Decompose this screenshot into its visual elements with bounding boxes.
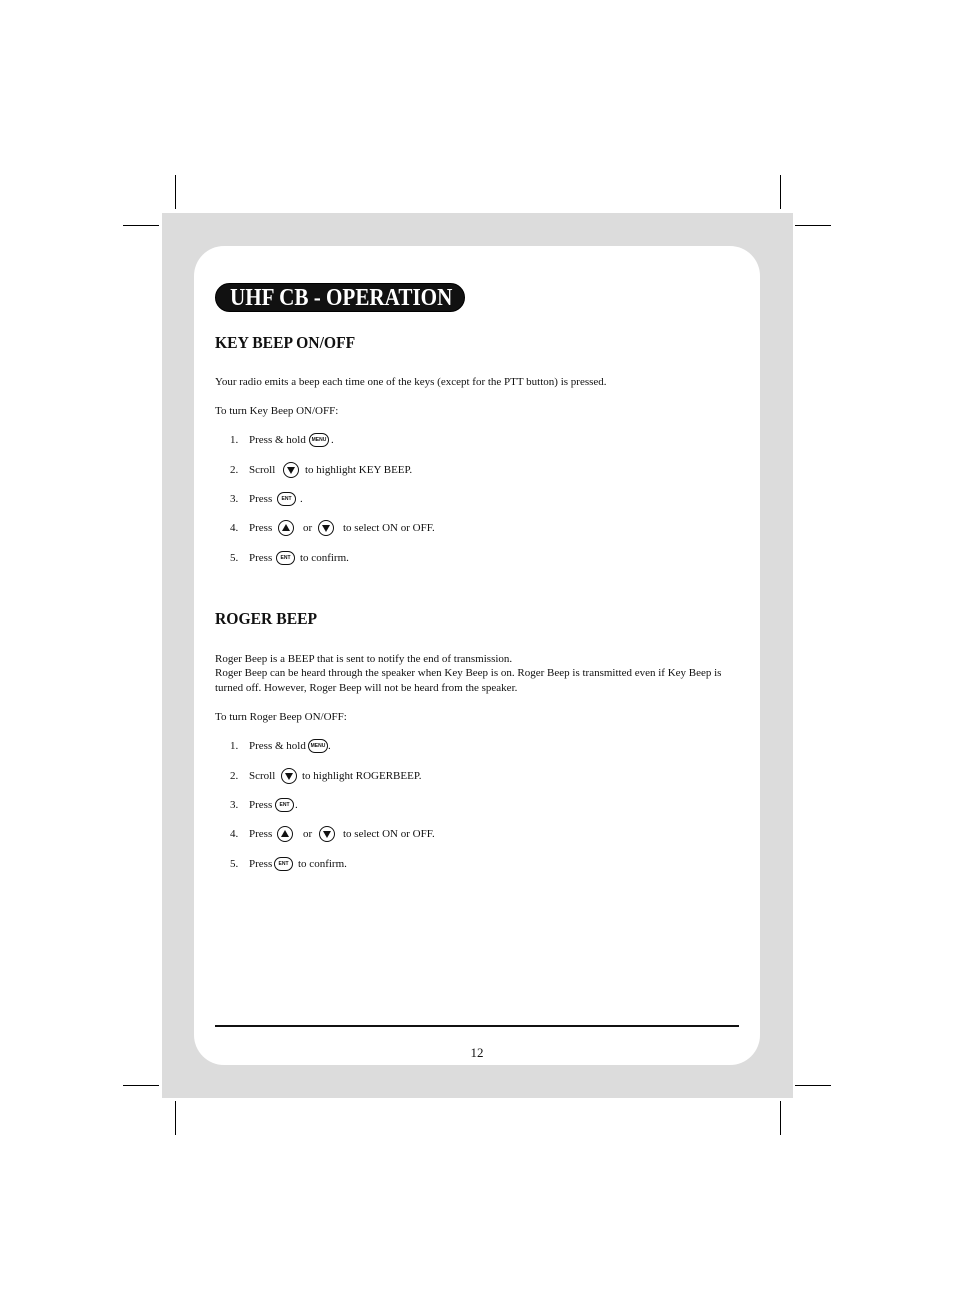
key-beep-lead: To turn Key Beep ON/OFF: (215, 405, 339, 417)
step-number: 4. (230, 828, 239, 840)
menu-key-icon: MENU (309, 433, 329, 447)
step-number: 1. (230, 740, 239, 752)
ent-key-icon: ENT (276, 551, 295, 565)
ent-key-icon: ENT (274, 857, 293, 871)
menu-key-icon: MENU (308, 739, 328, 753)
step-text: . (331, 434, 334, 446)
page-title: UHF CB - OPERATION (230, 285, 453, 311)
step-text: . (328, 740, 331, 752)
footer-rule (215, 1025, 739, 1027)
step-text: Press & hold (249, 740, 306, 752)
step-text: Press & hold (249, 434, 306, 446)
section-heading-roger-beep: ROGER BEEP (215, 609, 318, 628)
down-arrow-key-icon (281, 768, 297, 784)
step-number: 3. (230, 799, 239, 811)
step-text: to select ON or OFF. (343, 522, 435, 534)
step-text: or (303, 522, 313, 534)
step-text: Press (249, 493, 273, 505)
step-number: 4. (230, 522, 239, 534)
down-arrow-key-icon (318, 520, 334, 536)
crop-mark (175, 175, 176, 209)
roger-beep-body-line-1: Roger Beep is a BEEP that is sent to notify the end of transmission. (215, 653, 513, 665)
step-number: 1. (230, 434, 239, 446)
step-text: Press (249, 522, 273, 534)
ent-key-icon: ENT (277, 492, 296, 506)
up-arrow-key-icon (277, 826, 293, 842)
step-text: to confirm. (298, 858, 347, 870)
section-heading-key-beep: KEY BEEP ON/OFF (215, 333, 356, 352)
roger-beep-body-line-2: Roger Beep can be heard through the speaker when Key Beep is on. Roger Beep is transmitted even if Key Beep is (215, 667, 722, 679)
step-text: or (303, 828, 313, 840)
key-beep-intro: Your radio emits a beep each time one of the keys (except for the PTT button) is pressed. (215, 376, 607, 388)
crop-mark (123, 1085, 159, 1086)
down-arrow-key-icon (283, 462, 299, 478)
page-title-banner (215, 283, 465, 312)
step-text: Press (249, 858, 273, 870)
crop-mark (123, 225, 159, 226)
page-number: 12 (470, 1045, 484, 1060)
crop-mark (780, 175, 781, 209)
down-arrow-key-icon (319, 826, 335, 842)
crop-mark (175, 1101, 176, 1135)
step-text: . (295, 799, 298, 811)
step-number: 5. (230, 858, 239, 870)
step-number: 3. (230, 493, 239, 505)
up-arrow-key-icon (278, 520, 294, 536)
step-text: Scroll (249, 770, 276, 782)
step-number: 2. (230, 770, 239, 782)
roger-beep-body-line-3: turned off. However, Roger Beep will not be heard from the speaker. (215, 682, 518, 694)
crop-mark (795, 225, 831, 226)
step-text: . (300, 493, 303, 505)
step-number: 2. (230, 464, 239, 476)
ent-key-icon: ENT (275, 798, 294, 812)
roger-beep-lead: To turn Roger Beep ON/OFF: (215, 711, 347, 723)
step-text: Press (249, 799, 273, 811)
step-text: to highlight KEY BEEP. (305, 464, 413, 476)
crop-mark (795, 1085, 831, 1086)
step-text: Press (249, 828, 273, 840)
step-text: to select ON or OFF. (343, 828, 435, 840)
step-text: Scroll (249, 464, 276, 476)
step-text: to highlight ROGERBEEP. (302, 770, 422, 782)
step-text: to confirm. (300, 552, 349, 564)
step-text: Press (249, 552, 273, 564)
crop-mark (780, 1101, 781, 1135)
step-number: 5. (230, 552, 239, 564)
